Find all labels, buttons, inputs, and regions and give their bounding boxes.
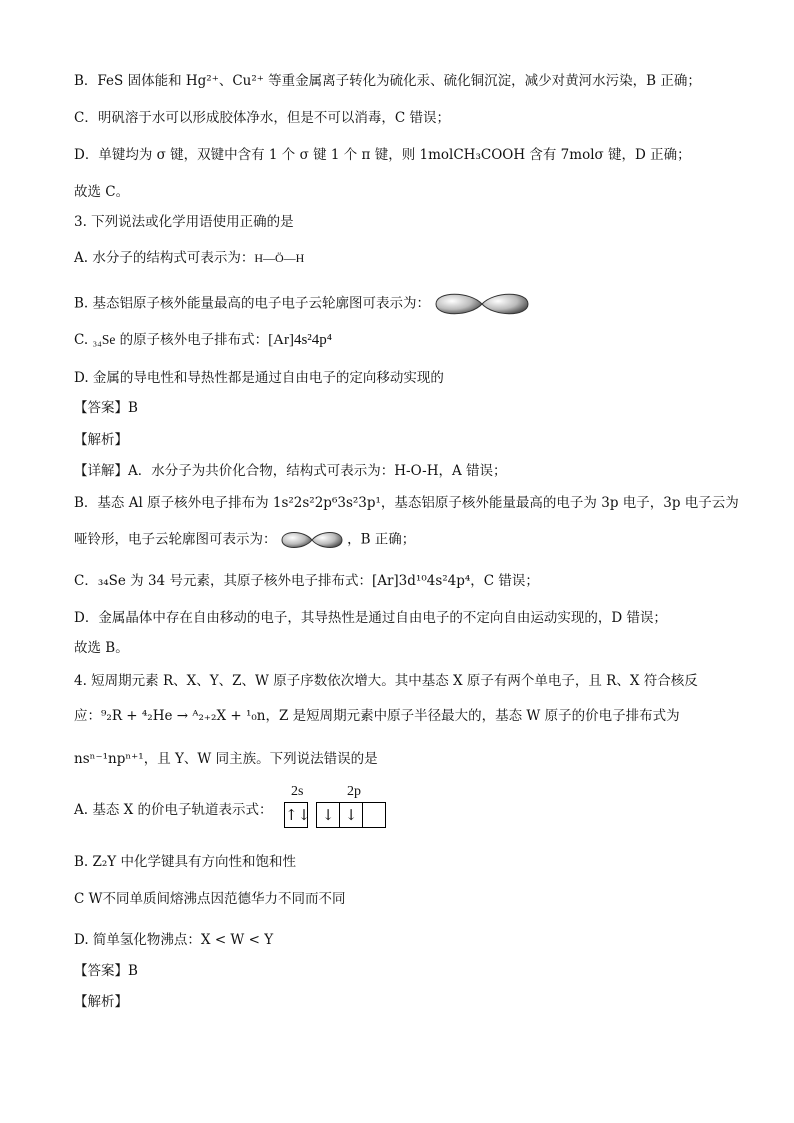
answer-4: 【答案】B xyxy=(74,963,138,979)
answer-3: 【答案】B xyxy=(74,400,138,416)
q3-c-config: [Ar]4s²4p⁴ xyxy=(268,332,333,348)
detail-c: C．₃₄Se 为 34 号元素，其原子核外电子排布式：[Ar]3d¹⁰4s²4p⁴，C 错误； xyxy=(74,573,539,589)
q4-option-d: D. 简单氢化物沸点：X < W < Y xyxy=(74,932,274,948)
line-choose-c: 故选 C。 xyxy=(74,184,130,200)
q4-line-1: 4. 短周期元素 R、X、Y、Z、W 原子序数依次增大。其中基态 X 原子有两个单电子，且 R、X 符合核反 xyxy=(74,673,698,689)
detail-b2-prefix: 哑铃形，电子云轮廓图可表示为： xyxy=(74,531,277,548)
orbital-box-2p-3 xyxy=(363,802,386,828)
q4-a-text: A. 基态 X 的价电子轨道表示式： xyxy=(74,802,273,818)
q4-option-a xyxy=(74,800,273,820)
q3-option-d: D. 金属的导电性和导热性都是通过自由电子的定向移动实现的 xyxy=(74,370,444,386)
analysis-3: 【解析】 xyxy=(74,432,128,448)
orbital-box-2p-2: ↓ xyxy=(340,802,363,828)
detail-b1: B．基态 Al 原子核外电子排布为 1s²2s²2p⁶3s²3p¹，基态铝原子核外能量最高的电子为 3p 电子，3p 电子云为 xyxy=(74,495,739,511)
line-c-mingfan: C．明矾溶于水可以形成胶体净水，但是不可以消毒，C 错误； xyxy=(74,110,450,126)
detail-a: 【详解】A．水分子为共价化合物，结构式可表示为：H-O-H，A 错误； xyxy=(74,463,507,479)
detail-b2 xyxy=(74,529,415,551)
detail-b2-suffix: ，B 正确； xyxy=(347,531,416,548)
orbital-label-2p: 2p xyxy=(347,784,361,799)
orbital-label-2s: 2s xyxy=(291,784,304,799)
q4-line-3: nsⁿ⁻¹npⁿ⁺¹，且 Y、W 同主族。下列说法错误的是 xyxy=(74,751,378,767)
orbital-diagram xyxy=(284,784,386,828)
line-d-bond: D．单键均为 σ 键，双键中含有 1 个 σ 键 1 个 π 键，则 1molCH₃COOH 含有 7molσ 键，D 正确； xyxy=(74,147,691,163)
p-orbital-small-icon xyxy=(281,529,343,551)
q3-option-a xyxy=(74,248,304,268)
q4-option-c: C W不同单质间熔沸点因范德华力不同而不同 xyxy=(74,891,346,907)
choose-b: 故选 B。 xyxy=(74,640,129,656)
water-structure-formula: H—Ö—H xyxy=(254,251,305,265)
detail-d: D．金属晶体中存在自由移动的电子，其导热性是通过自由电子的不定向自由运动实现的，D 错误； xyxy=(74,610,667,626)
line-b-fes: B．FeS 固体能和 Hg²⁺、Cu²⁺ 等重金属离子转化为硫化汞、硫化铜沉淀，减少对黄河水污染，B 正确； xyxy=(74,73,701,89)
q3-option-b xyxy=(74,289,530,319)
q3-a-text: A. 水分子的结构式可表示为： xyxy=(74,250,255,266)
q3-c-se: ₃₄Se xyxy=(92,332,116,347)
orbital-box-2p-1: ↓ xyxy=(316,802,340,828)
q3-c-mid: 的原子核外电子排布式： xyxy=(115,332,269,348)
q3-stem: 3. 下列说法或化学用语使用正确的是 xyxy=(74,214,294,230)
analysis-4: 【解析】 xyxy=(74,994,128,1010)
q4-line-2: 应：⁹₂R + ⁴₂He → ᴬ₂₊₂X + ¹₀n，Z 是短周期元素中原子半径最大的，基态 W 原子的价电子排布式为 xyxy=(74,708,680,724)
q3-option-c xyxy=(74,330,332,350)
q4-option-b: B. Z₂Y 中化学键具有方向性和饱和性 xyxy=(74,854,296,870)
orbital-box-2s: ↑↓ xyxy=(284,802,308,828)
q3-c-prefix: C. xyxy=(74,332,93,348)
q3-b-text: B. 基态铝原子核外能量最高的电子电子云轮廓图可表示为： xyxy=(74,295,431,312)
p-orbital-icon xyxy=(434,289,530,319)
